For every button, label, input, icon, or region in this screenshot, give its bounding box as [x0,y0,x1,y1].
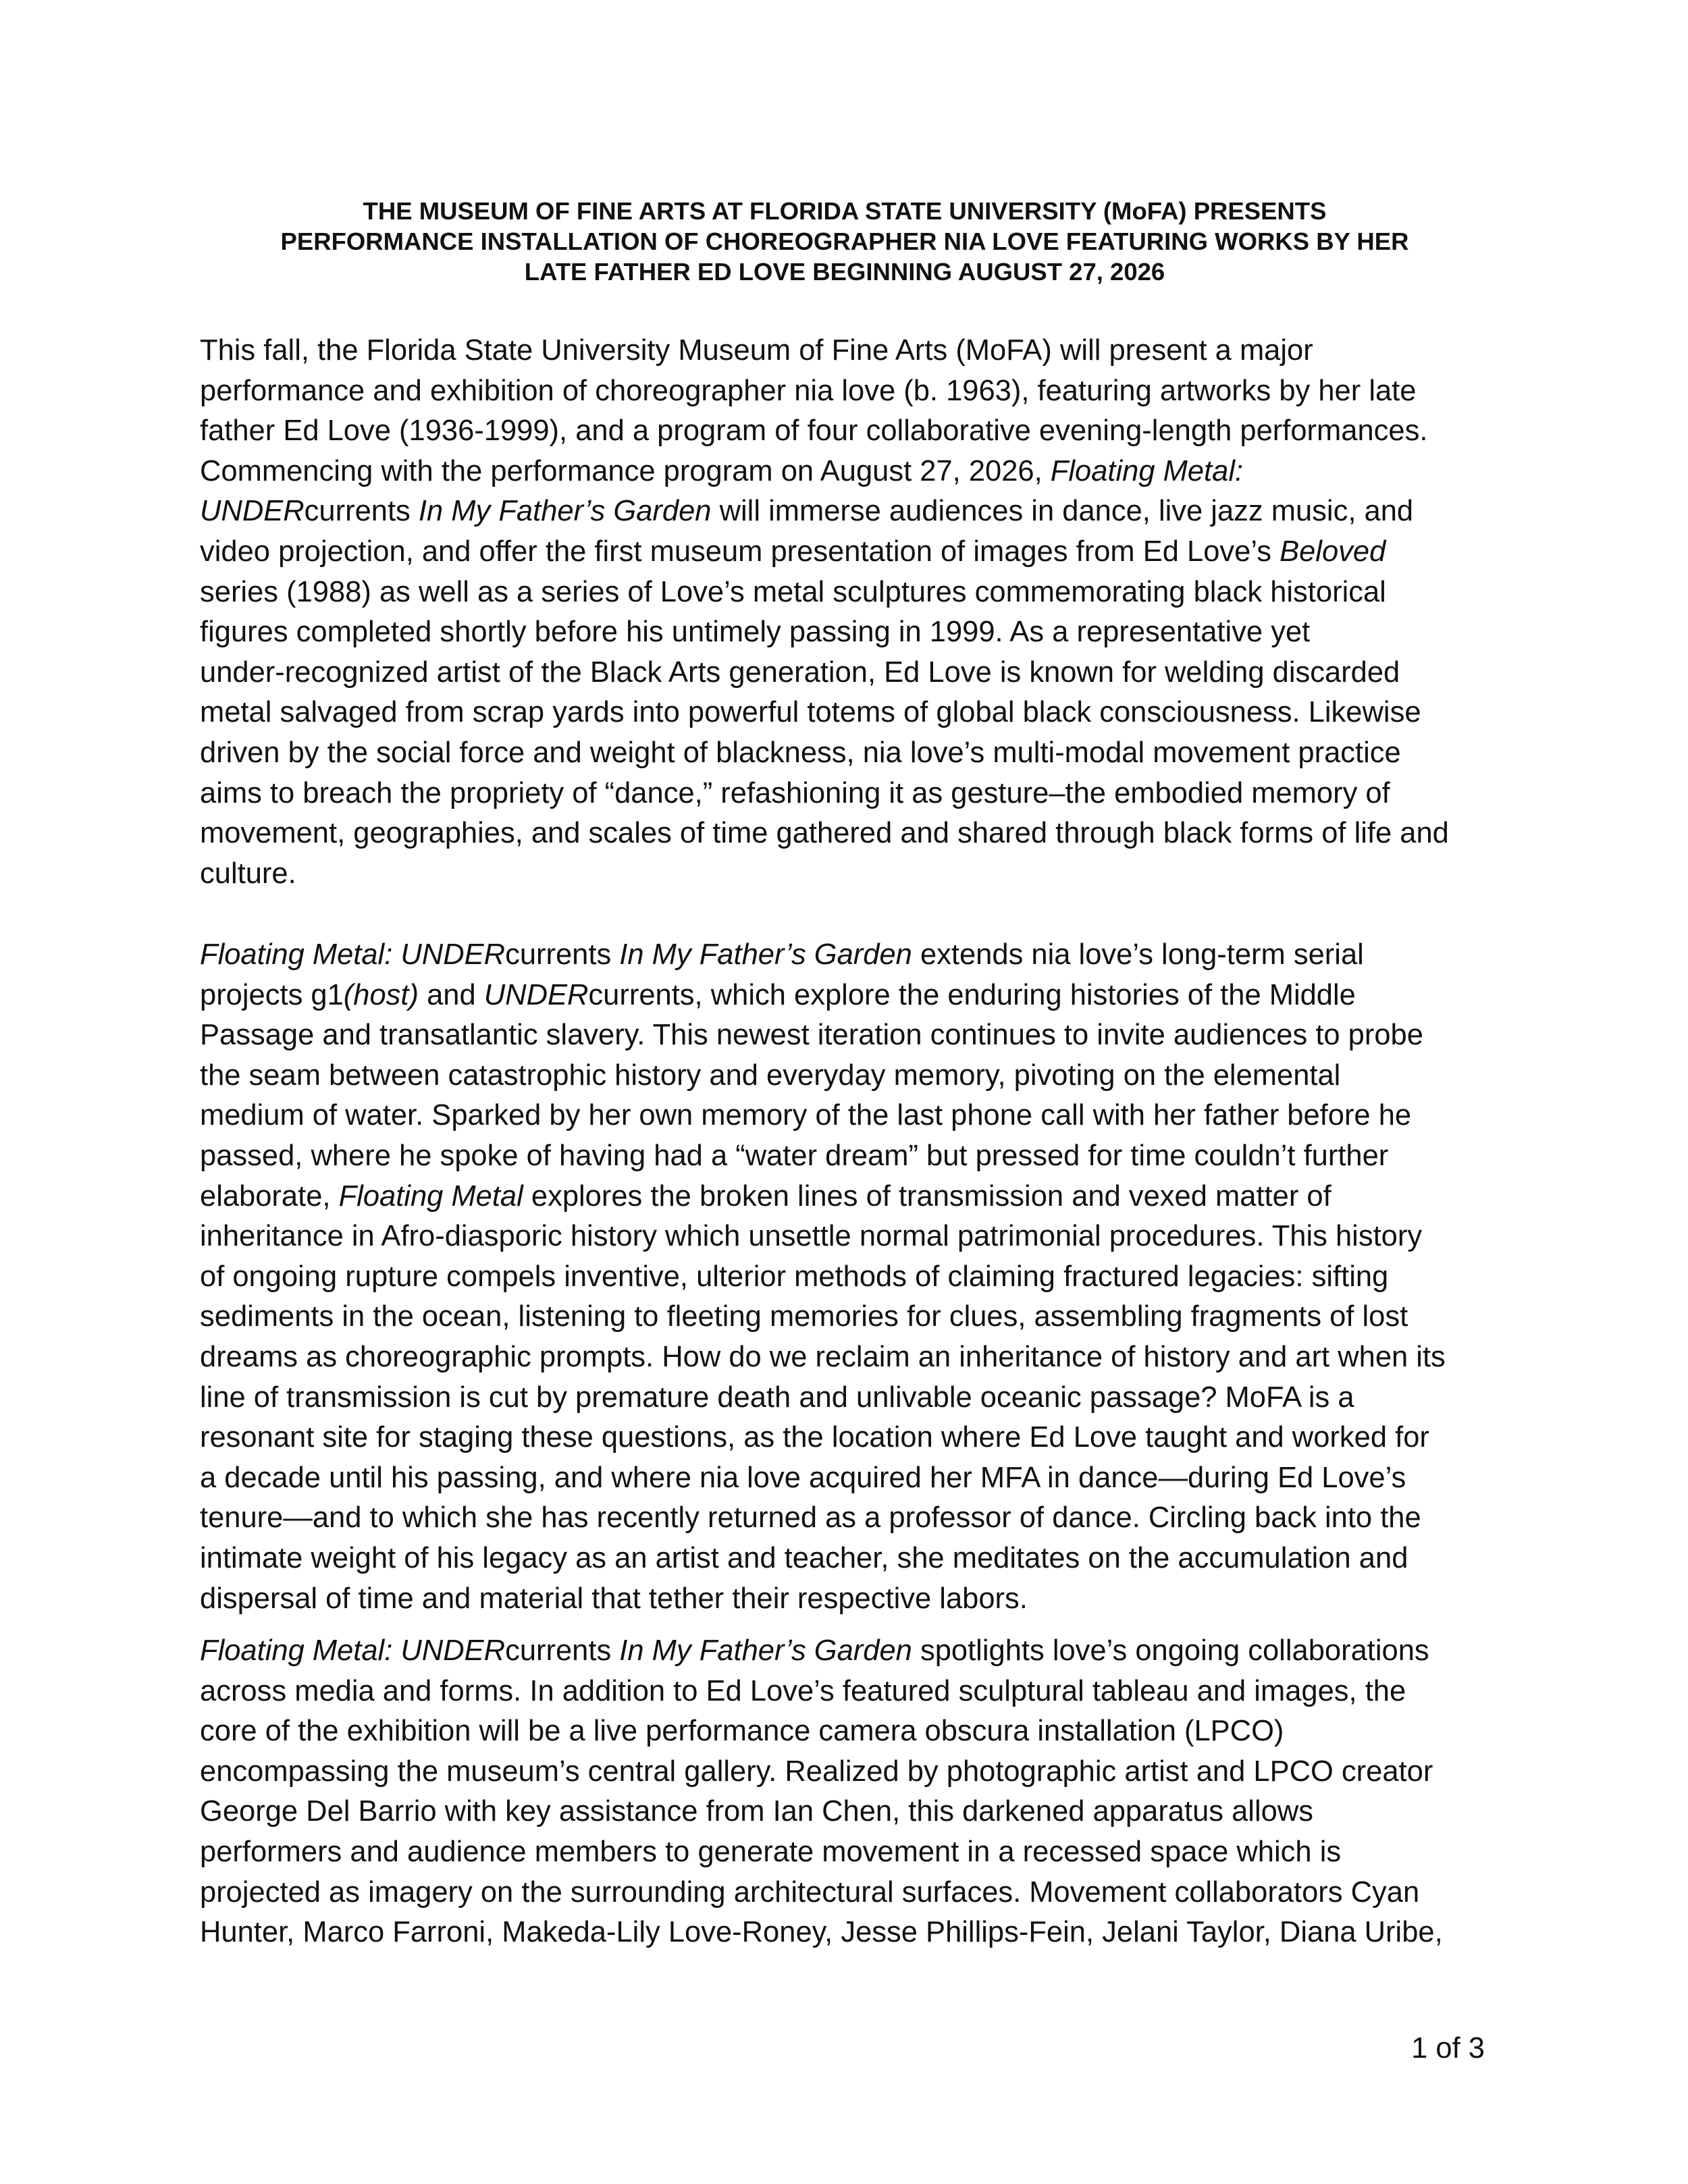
text-line: father Ed Love (1936-1999), and a program of four collaborative evening-length performances. [200,415,1428,448]
italic-title: Floating Metal: UNDER [200,1634,506,1667]
text-line: Hunter, Marco Farroni, Makeda-Lily Love-Roney, Jesse Phillips-Fein, Jelani Taylor, Diana Uribe, [200,1916,1443,1949]
text-line: Passage and transatlantic slavery. This newest iteration continues to invite audiences to probe [200,1019,1423,1052]
paragraph-collaborations [200,1631,1500,1953]
text-line: medium of water. Sparked by her own memory of the last phone call with her father before he [200,1099,1412,1132]
text-line: core of the exhibition will be a live performance camera obscura installation (LPCO) [200,1715,1284,1748]
text-line: driven by the social force and weight of blackness, nia love’s multi-modal movement practice [200,736,1401,769]
italic-title: UNDER [483,978,589,1011]
text-line: projected as imagery on the surrounding architectural surfaces. Movement collaborators Cyan [200,1875,1420,1909]
text-line: intimate weight of his legacy as an artist and teacher, she meditates on the accumulation and [200,1541,1408,1574]
text-line: video projection, and offer the first museum presentation of images from Ed Love’s Beloved [200,535,1386,568]
text-line: elaborate, Floating Metal explores the broken lines of transmission and vexed matter of [200,1179,1331,1213]
text-line: sediments in the ocean, listening to fleeting memories for clues, assembling fragments of lost [200,1300,1408,1333]
text-line: dreams as choreographic prompts. How do we reclaim an inheritance of history and art when its [200,1340,1446,1373]
italic-title: In My Father’s Garden [619,938,912,971]
text-line: Floating Metal: UNDERcurrents In My Father’s Garden spotlights love’s ongoing collaborations [200,1634,1429,1667]
text-line: Commencing with the performance program on August 27, 2026, Floating Metal: [200,454,1244,487]
italic-title: In My Father’s Garden [619,1634,912,1667]
italic-title: Floating Metal: UNDER [200,938,506,971]
text-line: culture. [200,857,296,890]
text-line: tenure—and to which she has recently returned as a professor of dance. Circling back into the [200,1501,1421,1535]
text-line: series (1988) as well as a series of Love’s metal sculptures commemorating black historical [200,575,1386,608]
text-line: movement, geographies, and scales of time gathered and shared through black forms of life and [200,817,1449,850]
title-line: PERFORMANCE INSTALLATION OF CHOREOGRAPHER NIA LOVE FEATURING WORKS BY HER [280,228,1409,255]
text-line: performance and exhibition of choreographer nia love (b. 1963), featuring artworks by her late [200,374,1417,407]
text-line: performers and audience members to generate movement in a recessed space which is [200,1835,1342,1868]
italic-title: Floating Metal: [1050,454,1244,487]
text-line: figures completed shortly before his untimely passing in 1999. As a representative yet [200,616,1311,649]
text-line: across media and forms. In addition to Ed Love’s featured sculptural tableau and images, the [200,1674,1406,1707]
italic-title: In My Father’s Garden [418,495,712,528]
italic-title: Floating Metal [338,1179,523,1213]
text-line: resonant site for staging these questions, as the location where Ed Love taught and worked for [200,1421,1429,1454]
text-line: under-recognized artist of the Black Arts generation, Ed Love is known for welding discarded [200,656,1400,689]
title-line: LATE FATHER ED LOVE BEGINNING AUGUST 27, 2026 [524,258,1165,286]
text-line: of ongoing rupture compels inventive, ulterior methods of claiming fractured legacies: sifting [200,1260,1389,1293]
text-line: the seam between catastrophic history and everyday memory, pivoting on the elemental [200,1059,1341,1092]
paragraph-intro [200,331,1500,894]
text-line: passed, where he spoke of having had a “water dream” but pressed for time couldn’t further [200,1139,1389,1172]
italic-title: Beloved [1280,535,1386,568]
text-line: projects g1(host) and UNDERcurrents, which explore the enduring histories of the Middle [200,978,1356,1011]
text-line: metal salvaged from scrap yards into powerful totems of global black consciousness. Likewise [200,696,1421,729]
text-line: inheritance in Afro-diasporic history which unsettle normal patrimonial procedures. This history [200,1220,1423,1253]
text-line: aims to breach the propriety of “dance,” refashioning it as gesture–the embodied memory of [200,776,1390,809]
text-line: dispersal of time and material that tether their respective labors. [200,1582,1028,1615]
text-line: line of transmission is cut by premature death and unlivable oceanic passage? MoFA is a [200,1381,1354,1414]
page-number: 1 of 3 [1411,2032,1485,2065]
italic-title: UNDER [200,495,305,528]
text-line: George Del Barrio with key assistance from Ian Chen, this darkened apparatus allows [200,1795,1313,1828]
text-line: This fall, the Florida State University Museum of Fine Arts (MoFA) will present a major [200,334,1313,367]
text-line: encompassing the museum’s central gallery. Realized by photographic artist and LPCO creator [200,1755,1433,1788]
italic-title: (host) [343,978,419,1011]
text-line: a decade until his passing, and where nia love acquired her MFA in dance—during Ed Love’s [200,1461,1406,1494]
press-release-title [200,196,1489,287]
text-line: Floating Metal: UNDERcurrents In My Father’s Garden extends nia love’s long-term serial [200,938,1364,971]
text-line: UNDERcurrents In My Father’s Garden will immerse audiences in dance, live jazz music, and [200,495,1414,528]
paragraph-serial-projects [200,935,1500,1619]
title-line: THE MUSEUM OF FINE ARTS AT FLORIDA STATE UNIVERSITY (MoFA) PRESENTS [363,197,1327,225]
